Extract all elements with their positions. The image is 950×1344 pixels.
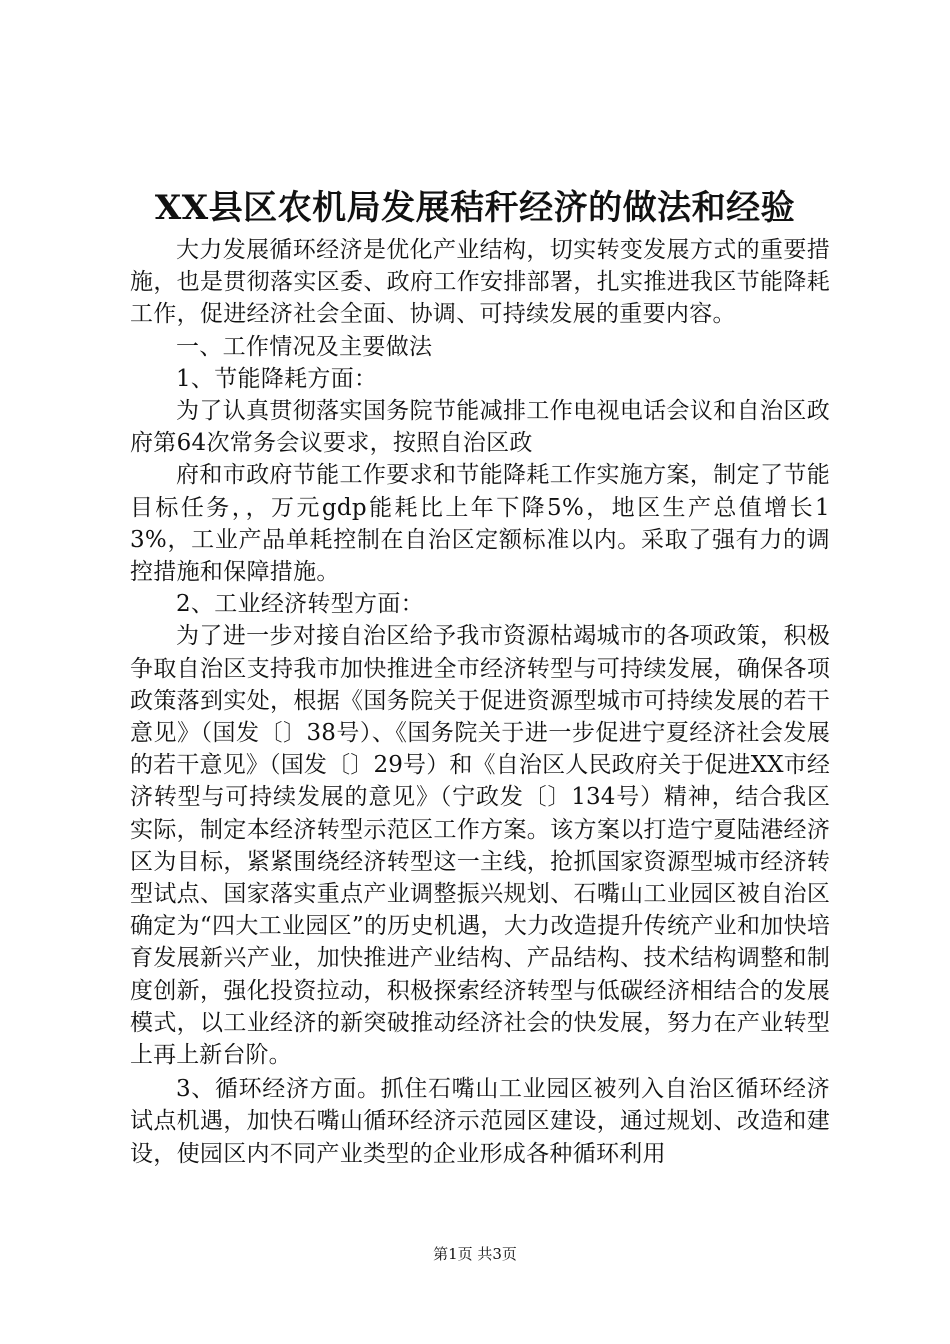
document-title: XX县区农机局发展秸秆经济的做法和经验 [154, 188, 796, 228]
page-number-footer: 第1页 共3页 [433, 1245, 517, 1263]
paragraph-intro: 大力发展循环经济是优化产业结构，切实转变发展方式的重要措施，也是贯彻落实区委、政府工作安排部署，扎实推进我区节能降耗工作，促进经济社会全面、协调、可持续发展的重要内容。 [130, 237, 830, 328]
subheading-industrial-transition: 2、工业经济转型方面： [176, 591, 424, 618]
paragraph-industrial-transition: 为了进一步对接自治区给予我市资源枯竭城市的各项政策，积极争取自治区支持我市加快推进全市经济转型与可持续发展，确保各项政策落到实处，根据《国务院关于促进资源型城市可持续发展的若干意见》（国发〔〕38号）、《国务院关于进一步促进宁夏经济社会发展的若干意见》（国发〔〕29号）和《自治区人民政府关于促进XX市经济转型与可持续发展的意见》（宁政发〔〕134号）精神，结合我区实际，制定本经济转型示范区工作方案。该方案以打造宁夏陆港经济区为目标，紧紧围绕经济转型这一主线，抢抓国家资源型城市经济转型试点、国家落实重点产业调整振兴规划、石嘴山工业园区被自治区确定为“四大工业园区”的历史机遇，大力改造提升传统产业和加快培育发展新兴产业，加快推进产业结构、产品结构、技术结构调整和制度创新，强化投资拉动，积极探索经济转型与低碳经济相结合的发展模式，以工业经济的新突破推动经济社会的快发展，努力在产业转型上再上新台阶。 [130, 623, 830, 1069]
paragraph-energy-saving-2: 府和市政府节能工作要求和节能降耗工作实施方案，制定了节能目标任务，，万元gdp能耗比上年下降5%，地区生产总值增长13%，工业产品单耗控制在自治区定额标准以内。采取了强有力的调控措施和保障措施。 [130, 462, 830, 586]
subheading-energy-saving: 1、节能降耗方面： [176, 365, 378, 392]
document-body [130, 234, 830, 1170]
paragraph-circular-economy: 3、循环经济方面。抓住石嘴山工业园区被列入自治区循环经济试点机遇，加快石嘴山循环经济示范园区建设，通过规划、改造和建设，使园区内不同产业类型的企业形成各种循环利用 [130, 1076, 830, 1167]
paragraph-energy-saving-1: 为了认真贯彻落实国务院节能减排工作电视电话会议和自治区政府第64次常务会议要求，按照自治区政 [130, 398, 830, 457]
section-heading-work-overview: 一、工作情况及主要做法 [176, 333, 433, 360]
